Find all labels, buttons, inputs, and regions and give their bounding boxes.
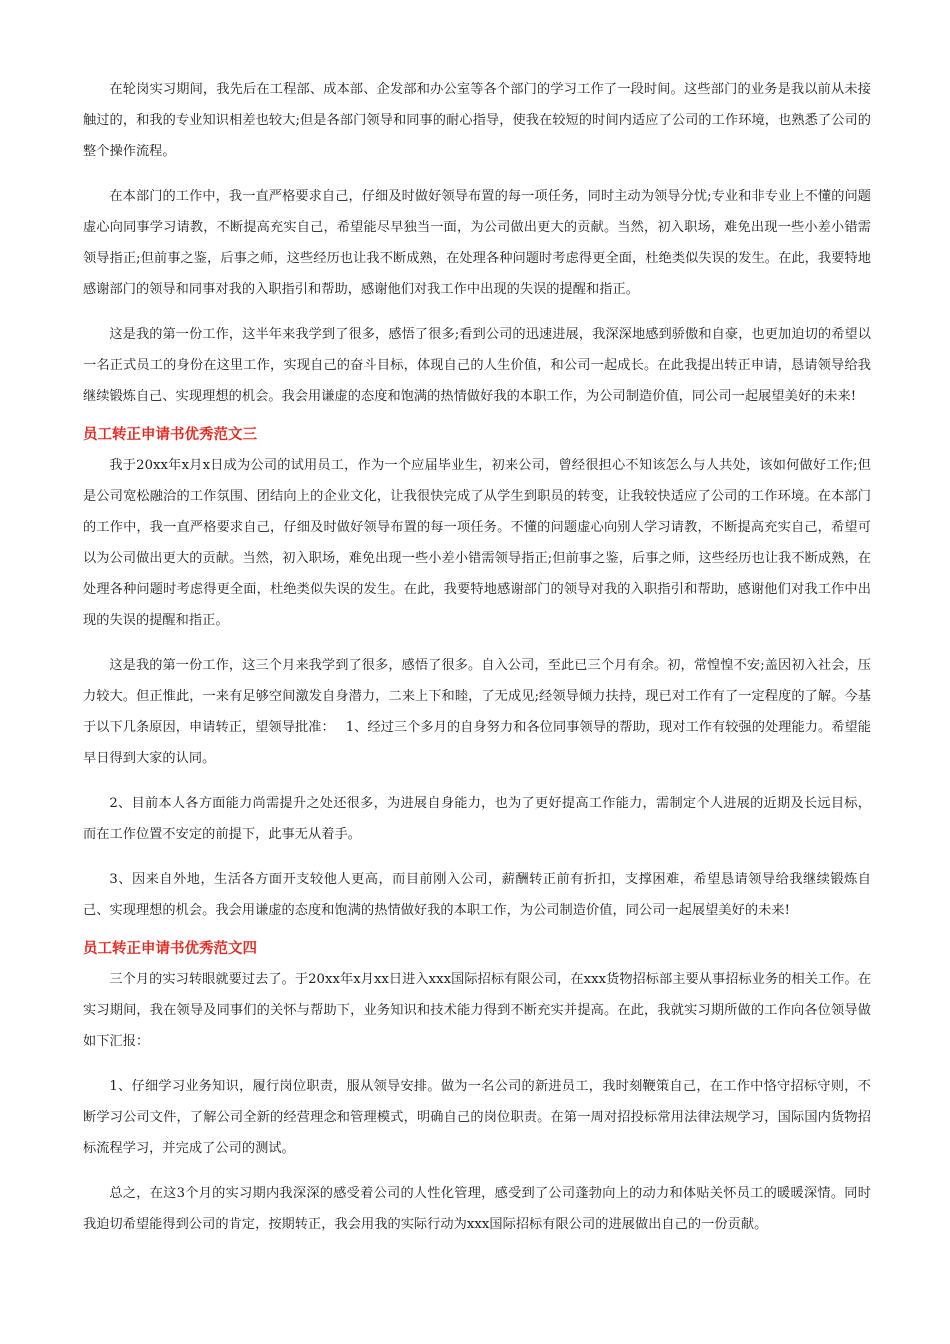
intro-paragraph-2: 在本部门的工作中，我一直严格要求自己，仔细及时做好领导布置的每一项任务，同时主动为领导分忧;专业和非专业上不懂的问题虚心向同事学习请教，不断提高充实自己，希望能尽早独当一面，为公司做出更大的贡献。当然，初入职场，难免出现一些小差小错需领导指正;但前事之鉴，后事之师，这些经历也让我不断成熟，在处理各种问题时考虑得更全面，杜绝类似失误的发生。在此，我要特地感谢部门的领导和同事对我的入职指引和帮助，感谢他们对我工作中出现的失误的提醒和指正。 bbox=[83, 189, 871, 297]
section-3-heading: 员工转正申请书优秀范文三 bbox=[83, 427, 257, 443]
section-4-paragraph-3: 总之，在这3个月的实习期内我深深的感受着公司的人性化管理，感受到了公司蓬勃向上的动力和体贴关怀员工的暖暖深情。同时我迫切希望能得到公司的肯定，按期转正，我会用我的实际行动为xxx国际招标有限公司的进展做出自己的一份贡献。 bbox=[83, 1186, 871, 1232]
section-3-paragraph-1: 我于20xx年x月x日成为公司的试用员工，作为一个应届毕业生，初来公司，曾经很担心不知该怎么与人共处，该如何做好工作;但是公司宽松融洽的工作氛围、团结向上的企业文化，让我很快完成了从学生到职员的转变，让我较快适应了公司的工作环境。在本部门的工作中，我一直严格要求自己，仔细及时做好领导布置的每一项任务。不懂的问题虚心向别人学习请教，不断提高充实自己，希望可以为公司做出更大的贡献。当然，初入职场，难免出现一些小差小错需领导指正;但前事之鉴，后事之师，这些经历也让我不断成熟，在处理各种问题时考虑得更全面，杜绝类似失误的发生。在此，我要特地感谢部门的领导对我的入职指引和帮助，感谢他们对我工作中出现的失误的提醒和指正。 bbox=[83, 458, 871, 628]
section-3-paragraph-2: 这是我的第一份工作，这三个月来我学到了很多，感悟了很多。自入公司，至此已三个月有余。初，常惶惶不安;盖因初入社会，压力较大。但正惟此，一来有足够空间激发自身潜力，二来上下和睦，了无成见;经领导倾力扶持，现已对工作有了一定程度的了解。今基于以下几条原因，申请转正，望领导批准： 1、经过三个多月的自身努力和各位同事领导的帮助，现对工作有较强的处理能力。希望能早日得到大家的认同。 bbox=[83, 658, 871, 766]
intro-paragraph-1: 在轮岗实习期间，我先后在工程部、成本部、企发部和办公室等各个部门的学习工作了一段时间。这些部门的业务是我以前从未接触过的，和我的专业知识相差也较大;但是各部门领导和同事的耐心指导，使我在较短的时间内适应了公司的工作环境，也熟悉了公司的整个操作流程。 bbox=[83, 82, 871, 159]
section-3-paragraph-4: 3、因来自外地，生活各方面开支较他人更高，而目前刚入公司，薪酬转正前有折扣，支撑困难，希望恳请领导给我继续锻炼自己、实现理想的机会。我会用谦虚的态度和饱满的热情做好我的本职工作，为公司制造价值，同公司一起展望美好的未来! bbox=[83, 872, 871, 918]
section-4-heading: 员工转正申请书优秀范文四 bbox=[83, 941, 257, 957]
section-3-paragraph-3: 2、目前本人各方面能力尚需提升之处还很多，为进展自身能力，也为了更好提高工作能力，需制定个人进展的近期及长远目标，而在工作位置不安定的前提下，此事无从着手。 bbox=[83, 796, 871, 842]
document-page bbox=[83, 74, 871, 1240]
intro-paragraph-3: 这是我的第一份工作，这半年来我学到了很多，感悟了很多;看到公司的迅速进展，我深深地感到骄傲和自豪，也更加迫切的希望以一名正式员工的身份在这里工作，实现自己的奋斗目标，体现自己的人生价值，和公司一起成长。在此我提出转正申请，恳请领导给我继续锻炼自己、实现理想的机会。我会用谦虚的态度和饱满的热情做好我的本职工作，为公司制造价值，同公司一起展望美好的未来! bbox=[83, 327, 871, 404]
section-4-paragraph-1: 三个月的实习转眼就要过去了。于20xx年x月xx日进入xxx国际招标有限公司，在xxx货物招标部主要从事招标业务的相关工作。在实习期间，我在领导及同事们的关怀与帮助下，业务知识和技术能力得到不断充实并提高。在此，我就实习期所做的工作向各位领导做如下汇报： bbox=[83, 972, 871, 1049]
section-4-paragraph-2: 1、仔细学习业务知识，履行岗位职责，服从领导安排。做为一名公司的新进员工，我时刻鞭策自己，在工作中恪守招标守则，不断学习公司文件，了解公司全新的经营理念和管理模式，明确自己的岗位职责。在第一周对招投标常用法律法规学习，国际国内货物招标流程学习，并完成了公司的测试。 bbox=[83, 1079, 871, 1156]
